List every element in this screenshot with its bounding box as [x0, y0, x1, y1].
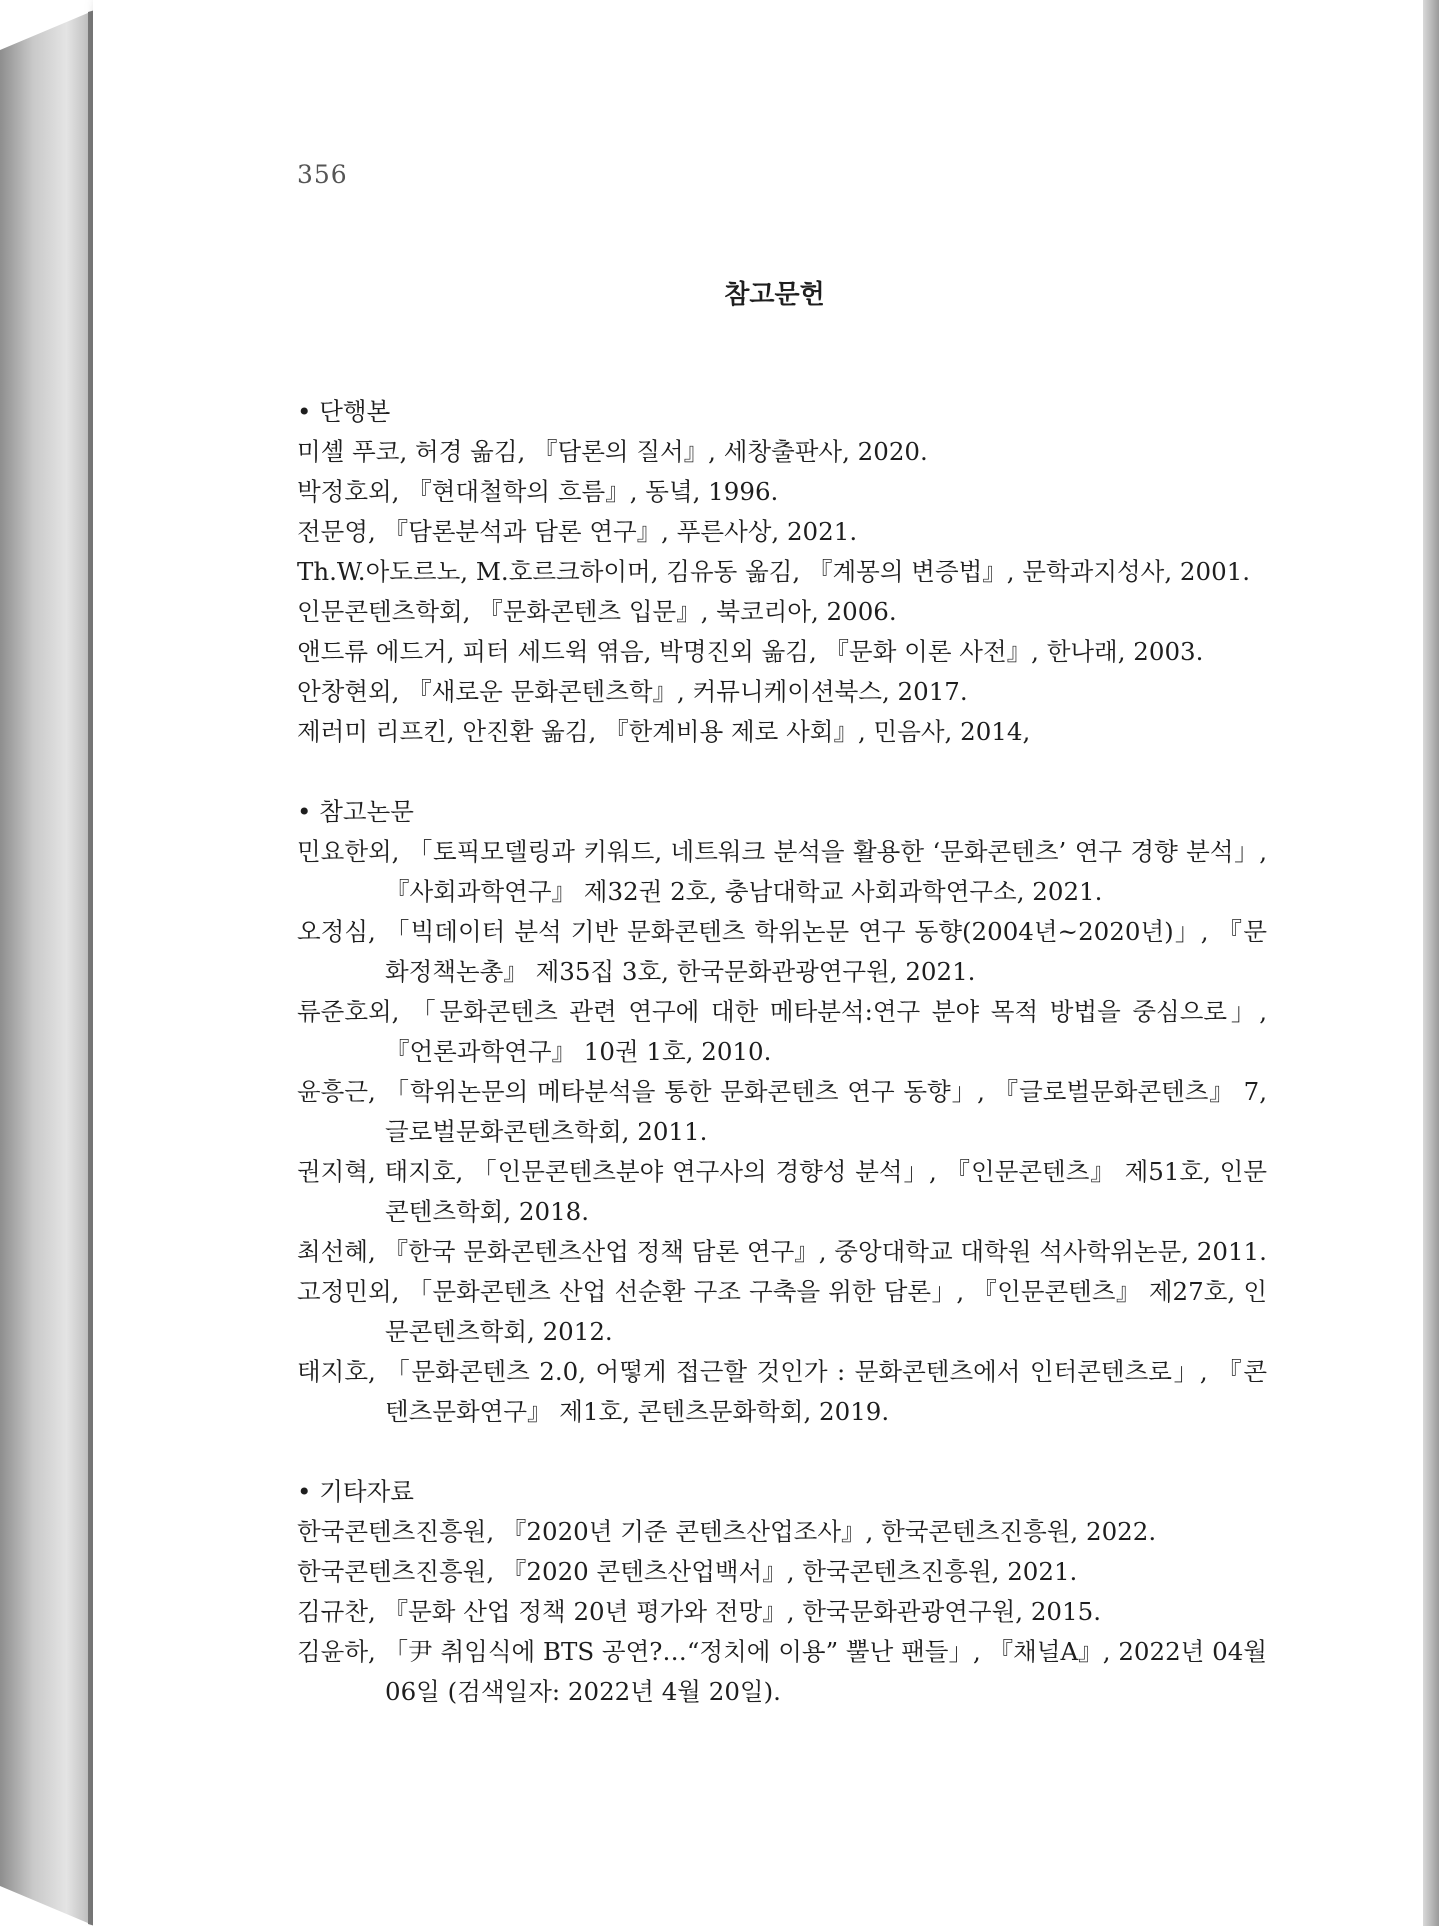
reference-entry: 한국콘텐츠진흥원, 『2020 콘텐츠산업백서』, 한국콘텐츠진흥원, 2021. [297, 1557, 1078, 1586]
reference-entry: 한국콘텐츠진흥원, 『2020년 기준 콘텐츠산업조사』, 한국콘텐츠진흥원, 2022. [297, 1517, 1157, 1546]
reference-entry: 전문영, 『담론분석과 담론 연구』, 푸른사상, 2021. [297, 517, 858, 546]
reference-entry: 인문콘텐츠학회, 『문화콘텐츠 입문』, 북코리아, 2006. [297, 597, 897, 626]
reference-entry: 민요한외, 「토픽모델링과 키워드, 네트워크 분석을 활용한 ‘문화콘텐츠’ 연구 경향 분석」, 『사회과학연구』 제32권 2호, 충남대학교 사회과학연구소, 2021. [297, 837, 1267, 906]
reference-entry: 최선혜, 『한국 문화콘텐츠산업 정책 담론 연구』, 중앙대학교 대학원 석사학위논문, 2011. [297, 1237, 1267, 1266]
reference-entry: 윤흥근, 「학위논문의 메타분석을 통한 문화콘텐츠 연구 동향」, 『글로벌문화콘텐츠』 7, 글로벌문화콘텐츠학회, 2011. [297, 1077, 1267, 1146]
page-title: 참고문헌 [724, 280, 825, 310]
references-content [297, 392, 1267, 1712]
reference-entry: 김윤하, 「尹 취임식에 BTS 공연?…“정치에 이용” 뿔난 팬들」, 『채널A』, 2022년 04월 06일 (검색일자: 2022년 4월 20일). [297, 1637, 1267, 1706]
reference-entry: 앤드류 에드거, 피터 세드윅 엮음, 박명진외 옮김, 『문화 이론 사전』, 한나래, 2003. [297, 637, 1204, 666]
reference-entry: 김규찬, 『문화 산업 정책 20년 평가와 전망』, 한국문화관광연구원, 2015. [297, 1597, 1101, 1626]
reference-entry: Th.W.아도르노, M.호르크하이머, 김유동 옮김, 『계몽의 변증법』, 문학과지성사, 2001. [297, 557, 1251, 586]
reference-entry: 박정호외, 『현대철학의 흐름』, 동녘, 1996. [297, 477, 779, 506]
reference-entry: 권지혁, 태지호, 「인문콘텐츠분야 연구사의 경향성 분석」, 『인문콘텐츠』 제51호, 인문콘텐츠학회, 2018. [297, 1157, 1267, 1226]
reference-entry: 고정민외, 「문화콘텐츠 산업 선순환 구조 구축을 위한 담론」, 『인문콘텐츠』 제27호, 인문콘텐츠학회, 2012. [297, 1277, 1267, 1346]
section-heading: • 기타자료 [297, 1477, 414, 1506]
reference-entry: 태지호, 「문화콘텐츠 2.0, 어떻게 접근할 것인가 : 문화콘텐츠에서 인터콘텐츠로」, 『콘텐츠문화연구』 제1호, 콘텐츠문화학회, 2019. [297, 1357, 1267, 1426]
reference-entry: 오정심, 「빅데이터 분석 기반 문화콘텐츠 학위논문 연구 동향(2004년~2020년)」, 『문화정책논총』 제35집 3호, 한국문화관광연구원, 2021. [297, 917, 1267, 986]
section-papers [297, 792, 1267, 1432]
reference-entry: 류준호외, 「문화콘텐츠 관련 연구에 대한 메타분석:연구 분야 목적 방법을 중심으로」, 『언론과학연구』 10권 1호, 2010. [297, 997, 1267, 1066]
reference-entry: 미셸 푸코, 허경 옮김, 『담론의 질서』, 세창출판사, 2020. [297, 437, 928, 466]
page-number: 356 [297, 160, 348, 189]
reference-entry: 안창현외, 『새로운 문화콘텐츠학』, 커뮤니케이션북스, 2017. [297, 677, 968, 706]
section-books [297, 392, 1267, 752]
reference-entry: 제러미 리프킨, 안진환 옮김, 『한계비용 제로 사회』, 민음사, 2014, [297, 717, 1031, 746]
section-heading: • 참고논문 [297, 797, 414, 826]
section-heading: • 단행본 [297, 397, 391, 426]
section-others [297, 1472, 1267, 1712]
